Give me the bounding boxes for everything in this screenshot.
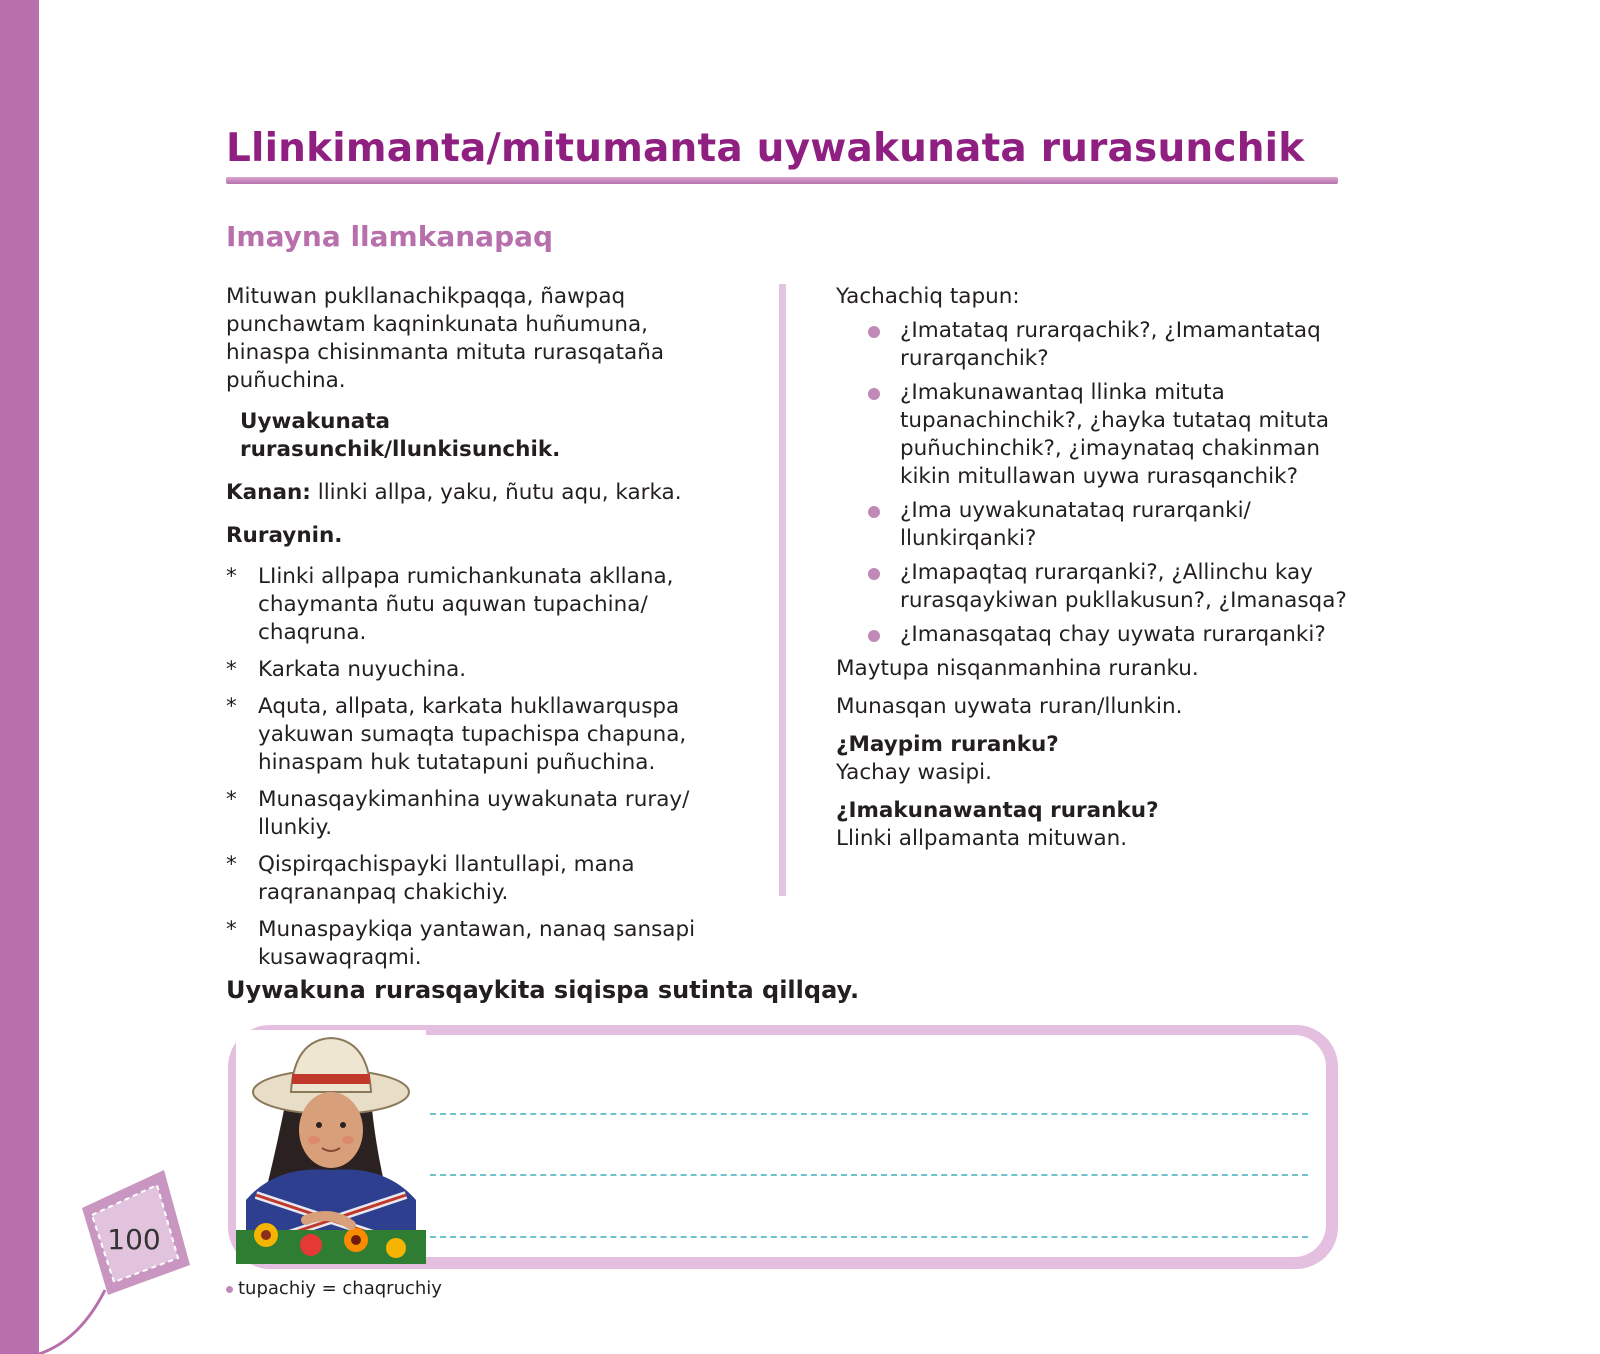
list-item (226, 656, 696, 684)
list-item (226, 693, 696, 777)
footnote-bullet-icon (226, 1286, 233, 1293)
list-item (226, 563, 696, 647)
footnote-text: tupachiy = chaqruchiy (238, 1278, 442, 1299)
question-text: ¿Imakunawantaq llinka mituta tupanachinchik?, ¿hayka tutataq mituta puñuchinchik?, ¿imaynataq chakinman kikin mitullawan uywa rurasqanchik? (900, 380, 1330, 489)
answer-line[interactable] (420, 1113, 1308, 1115)
materials-label: Kanan: (226, 480, 311, 505)
question-text: ¿Imanasqataq chay uywata rurarqanki? (900, 622, 1326, 647)
kite-page-badge (0, 1160, 220, 1354)
step-text: Aquta, allpata, karkata hukllawarquspa yakuwan sumaqta tupachispa chapuna, hinaspam huk tutatapuni puñuchina. (258, 694, 687, 775)
left-column (226, 283, 696, 981)
step-text: Munasqaykimanhina uywakunata ruray/ llunkiy. (258, 787, 690, 840)
bullet-icon (868, 568, 880, 580)
title-underline (226, 177, 1338, 184)
footnote (226, 1278, 442, 1299)
bullet-icon (868, 630, 880, 642)
question-text: ¿Ima uywakunatataq rurarqanki/ llunkirqanki? (900, 498, 1251, 551)
section-subtitle: Imayna llamkanapaq (226, 220, 554, 253)
bullet-icon (868, 326, 880, 338)
intro-paragraph: Mituwan pukllanachikpaqqa, ñawpaq punchawtam kaqninkunata huñumuna, hinaspa chisinmanta mituta rurasqataña puñuchina. (226, 284, 664, 393)
step-text: Munaspaykiqa yantawan, nanaq sansapi kusawaqraqmi. (258, 917, 696, 970)
bullet-icon (868, 388, 880, 400)
exercise-instruction: Uywakuna rurasqaykita siqispa sutinta qillqay. (226, 976, 860, 1004)
right-column (836, 283, 1356, 853)
materials-text: llinki allpa, yaku, ñutu aqu, karka. (310, 480, 682, 505)
list-item (226, 851, 696, 907)
step-text: Qispirqachispayki llantullapi, mana raqrananpaq chakichiy. (258, 852, 635, 905)
step-marker: * (226, 787, 237, 812)
list-item (836, 497, 1356, 553)
answer-line[interactable] (420, 1236, 1308, 1238)
statement-1: Maytupa nisqanmanhina ruranku. (836, 656, 1199, 681)
step-marker: * (226, 852, 237, 877)
list-item (836, 317, 1356, 373)
answer-where: Yachay wasipi. (836, 760, 992, 785)
step-text: LIinki allpapa rumichankunata akllana, chaymanta ñutu aquwan tupachina/ chaqruna. (258, 564, 674, 645)
list-item (836, 559, 1356, 615)
step-marker: * (226, 917, 237, 942)
question-what: ¿Imakunawantaq ruranku? (836, 798, 1159, 823)
step-marker: * (226, 564, 237, 589)
statement-2: Munasqan uywata ruran/llunkin. (836, 694, 1183, 719)
question-text: ¿Imatataq rurarqachik?, ¿Imamantataq rurarqanchik? (900, 318, 1321, 371)
procedure-heading: Ruraynin. (226, 523, 343, 548)
step-marker: * (226, 694, 237, 719)
list-item (226, 786, 696, 842)
step-text: Karkata nuyuchina. (258, 657, 467, 682)
question-where: ¿Maypim ruranku? (836, 732, 1059, 757)
materials-line (226, 479, 696, 507)
list-item (836, 379, 1356, 491)
answer-what: Llinki allpamanta mituwan. (836, 826, 1128, 851)
answer-line[interactable] (420, 1174, 1308, 1176)
page-title: Llinkimanta/mitumanta uywakunata rurasunchik (226, 126, 1305, 171)
question-list (836, 317, 1356, 649)
procedure-list (226, 563, 696, 972)
left-color-band (0, 0, 39, 1354)
teacher-asks: Yachachiq tapun: (836, 284, 1020, 309)
activity-heading: Uywakunata rurasunchik/llunkisunchik. (240, 409, 561, 462)
page-number: 100 (107, 1223, 161, 1256)
list-item (226, 916, 696, 972)
step-marker: * (226, 657, 237, 682)
girl-illustration (236, 1030, 426, 1264)
question-text: ¿Imapaqtaq rurarqanki?, ¿Allinchu kay rurasqaykiwan pukllakusun?, ¿Imanasqa? (900, 560, 1347, 613)
bullet-icon (868, 506, 880, 518)
column-divider (779, 284, 786, 896)
list-item (836, 621, 1356, 649)
